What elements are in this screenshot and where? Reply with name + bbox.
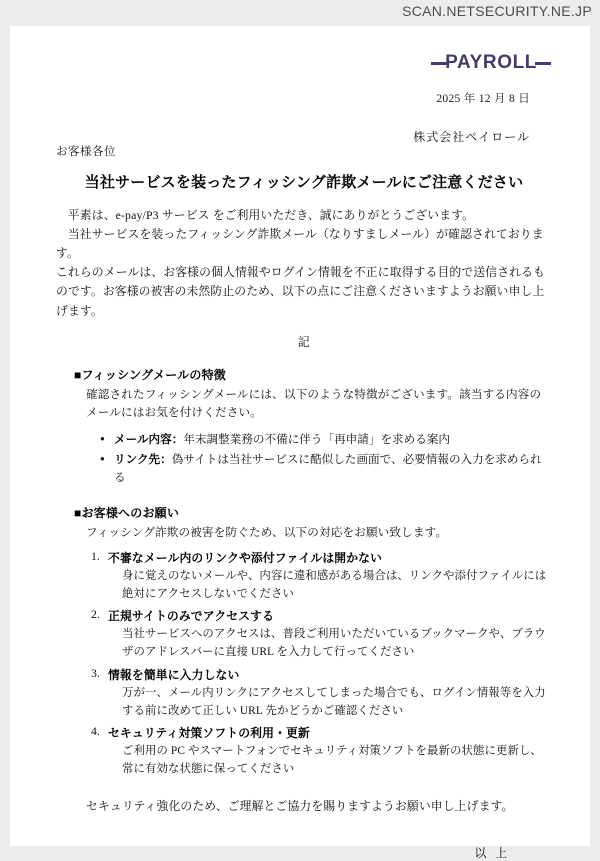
list-item [108, 607, 552, 662]
addressee: お客様各位 [56, 146, 116, 158]
section-features-lead: 確認されたフィッシングメールには、以下のような特徴がございます。該当する内容のメールにはお気を付けください。 [86, 387, 542, 420]
step-description: ご利用の PC やスマートフォンでセキュリティ対策ソフトを最新の状態に更新し、常に有効な状態に保ってください [122, 745, 542, 776]
bullet-label: リンク先： [114, 452, 172, 466]
step-title: 正規サイトのみでアクセスする [108, 609, 275, 624]
document-page [10, 26, 590, 860]
payroll-logo [442, 51, 540, 73]
source-watermark: SCAN.NETSECURITY.NE.JP [402, 3, 592, 19]
page-title: 当社サービスを装ったフィッシング詐欺メールにご注意ください [84, 175, 524, 191]
signoff-marker: 以 上 [474, 845, 510, 860]
section-request-heading: ■お客様へのお願い [74, 506, 180, 521]
step-title: 不審なメール内のリンクや添付ファイルは開かない [108, 550, 383, 565]
watermark-bar [0, 0, 600, 26]
section-features-heading: ■フィッシングメールの特徴 [74, 367, 226, 382]
list-item [108, 549, 552, 604]
section-customer-request [56, 504, 552, 779]
issuer-company: 株式会社ペイロール [413, 130, 530, 144]
intro-line-2: 当社サービスを装ったフィッシング詐欺メール（なりすましメール）が確認されております。 [56, 227, 544, 261]
list-item [114, 451, 552, 489]
step-title: セキュリティ対策ソフトの利用・更新 [108, 726, 310, 741]
features-bullet-list [74, 431, 552, 488]
step-title: 情報を簡単に入力しない [108, 667, 240, 682]
step-description: 身に覚えのないメールや、内容に違和感がある場合は、リンクや添付ファイルには絶対にアクセスしないでください [122, 569, 547, 600]
step-description: 万が一、メール内リンクにアクセスしてしまった場合でも、ログイン情報等を入力する前に改めて正しい URL 先かどうかご確認ください [122, 686, 546, 717]
document-meta [56, 90, 552, 145]
bullet-label: メール内容： [114, 432, 184, 446]
intro-line-3: これらのメールは、お客様の個人情報やログイン情報を不正に取得する目的で送信されるものです。お客様の被害の未然防止のため、以下の点にご注意くださいますようお願い申し上げます。 [56, 265, 545, 318]
kichu-marker: 記 [297, 334, 311, 349]
request-step-list [74, 549, 552, 779]
document-date: 2025 年 12 月 8 日 [436, 93, 530, 105]
section-request-lead: フィッシング詐欺の被害を防ぐため、以下の対応をお願い致します。 [86, 526, 448, 540]
step-description: 当社サービスへのアクセスは、普段ご利用いただいているブックマークや、ブラウザのアドレスバーに直接 URL を入力して行ってください [122, 628, 546, 659]
intro-paragraphs [56, 206, 552, 321]
list-item [108, 724, 552, 779]
bullet-text: 年末調整業務の不備に伴う「再申請」を求める案内 [183, 432, 451, 446]
intro-line-1: 平素は、e-pay/P3 サービス をご利用いただき、誠にありがとうございます。 [67, 208, 475, 222]
document-body [10, 26, 590, 860]
section-phishing-features [56, 366, 552, 488]
brand-logo [56, 40, 552, 84]
closing-paragraph: セキュリティ強化のため、ご理解とご協力を賜りますようお願い申し上げます。 [86, 798, 514, 813]
logo-wordmark: PAYROLL [445, 51, 537, 73]
list-item [114, 431, 552, 450]
bullet-text: 偽サイトは当社サービスに酷似した画面で、必要情報の入力を求められる [114, 452, 542, 485]
list-item [108, 666, 552, 721]
